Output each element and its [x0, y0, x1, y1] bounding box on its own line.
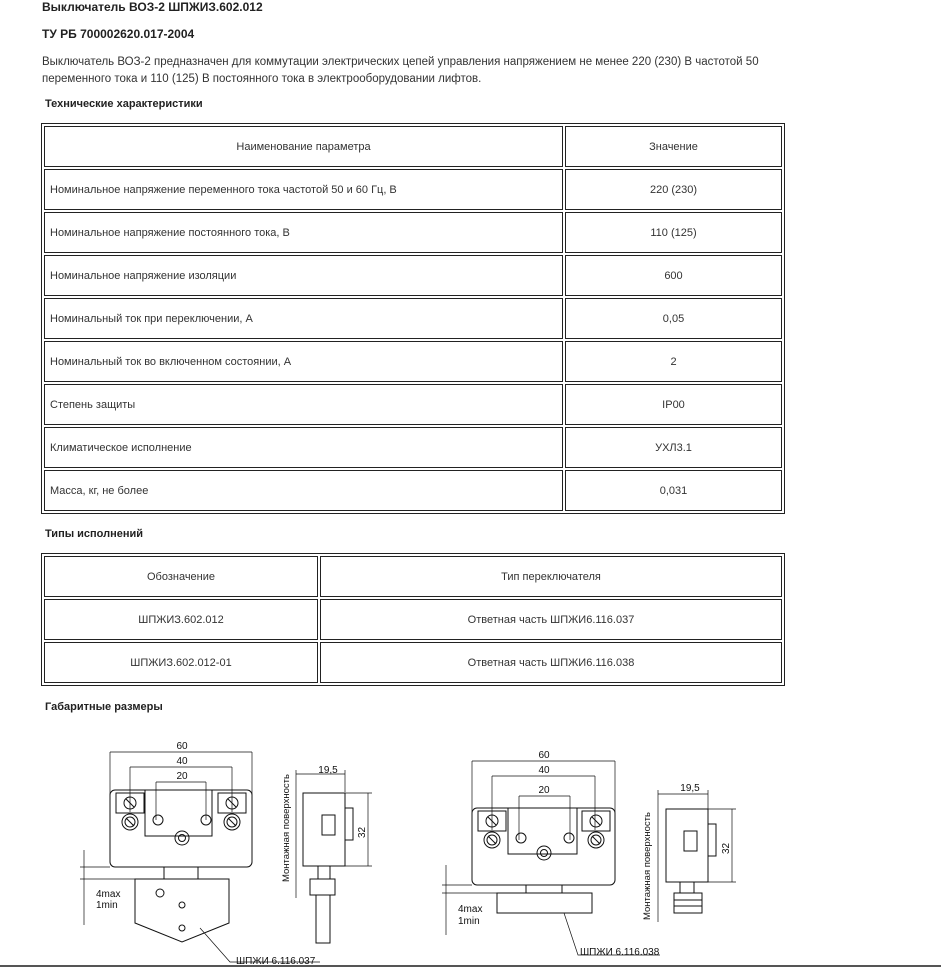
dim-20: 20	[176, 771, 188, 782]
value-cell: 0,05	[565, 298, 782, 339]
table-row	[44, 599, 782, 640]
dim-19-5: 19,5	[680, 783, 700, 794]
dim-60: 60	[176, 741, 188, 752]
dims-heading: Габаритные размеры	[45, 701, 163, 713]
dim-4max: 4max	[96, 889, 121, 900]
value-cell: 2	[565, 341, 782, 382]
types-heading: Типы исполнений	[45, 528, 144, 540]
tech-heading: Технические характеристики	[45, 98, 203, 110]
table-row	[44, 255, 782, 296]
header-cell-value: Значение	[565, 126, 782, 167]
param-cell: Климатическое исполнение	[44, 427, 563, 468]
types-table	[41, 553, 785, 686]
table-row	[44, 341, 782, 382]
dim-32: 32	[357, 826, 368, 838]
header-cell-switch-type: Тип переключателя	[320, 556, 782, 597]
value-cell: 220 (230)	[565, 169, 782, 210]
param-cell: Номинальный ток при переключении, А	[44, 298, 563, 339]
dim-1min: 1min	[96, 900, 118, 911]
tech-table	[41, 123, 785, 514]
table-header-row	[44, 556, 782, 597]
dim-40: 40	[538, 765, 550, 776]
spec-number: ТУ РБ 700002620.017-2004	[42, 27, 195, 41]
table-row	[44, 212, 782, 253]
param-cell: Масса, кг, не более	[44, 470, 563, 511]
dim-32: 32	[721, 842, 732, 854]
table-row	[44, 298, 782, 339]
value-cell: 0,031	[565, 470, 782, 511]
mount-surface-label: Монтажная поверхность	[642, 812, 653, 920]
param-cell: Номинальное напряжение изоляции	[44, 255, 563, 296]
dim-20: 20	[538, 785, 550, 796]
table-row	[44, 470, 782, 511]
param-cell: Степень защиты	[44, 384, 563, 425]
value-cell: IP00	[565, 384, 782, 425]
dim-19-5: 19,5	[318, 765, 338, 776]
dim-60: 60	[538, 750, 550, 761]
param-cell: Номинальное напряжение постоянного тока, В	[44, 212, 563, 253]
part-label-037: ШПЖИ 6.116.037	[236, 956, 316, 967]
left-drawing	[80, 741, 372, 967]
product-title: Выключатель ВОЗ-2 ШПЖИЗ.602.012	[42, 0, 263, 14]
table-row	[44, 642, 782, 683]
designation-cell: ШПЖИЗ.602.012	[44, 599, 318, 640]
switch-type-cell: Ответная часть ШПЖИ6.116.037	[320, 599, 782, 640]
table-row	[44, 384, 782, 425]
designation-cell: ШПЖИЗ.602.012-01	[44, 642, 318, 683]
header-cell-param: Наименование параметра	[44, 126, 563, 167]
header-cell-designation: Обозначение	[44, 556, 318, 597]
product-description: Выключатель ВОЗ-2 предназначен для коммутации электрических цепей управления напряжением не менее 220 (230) В частотой 50 переменного тока и 110 (125) В постоянного тока в электрооборудовании лифтов.	[42, 56, 759, 85]
dim-4max: 4max	[458, 904, 483, 915]
param-cell: Номинальное напряжение переменного тока частотой 50 и 60 Гц, В	[44, 169, 563, 210]
dim-40: 40	[176, 756, 188, 767]
mount-surface-label: Монтажная поверхность	[281, 774, 292, 882]
table-row	[44, 427, 782, 468]
part-label-038: ШПЖИ 6.116.038	[580, 947, 660, 958]
table-row	[44, 169, 782, 210]
param-cell: Номинальный ток во включенном состоянии, А	[44, 341, 563, 382]
value-cell: 600	[565, 255, 782, 296]
table-header-row	[44, 126, 782, 167]
dim-1min: 1min	[458, 916, 480, 927]
switch-type-cell: Ответная часть ШПЖИ6.116.038	[320, 642, 782, 683]
value-cell: 110 (125)	[565, 212, 782, 253]
right-drawing	[442, 750, 736, 958]
value-cell: УХЛ3.1	[565, 427, 782, 468]
